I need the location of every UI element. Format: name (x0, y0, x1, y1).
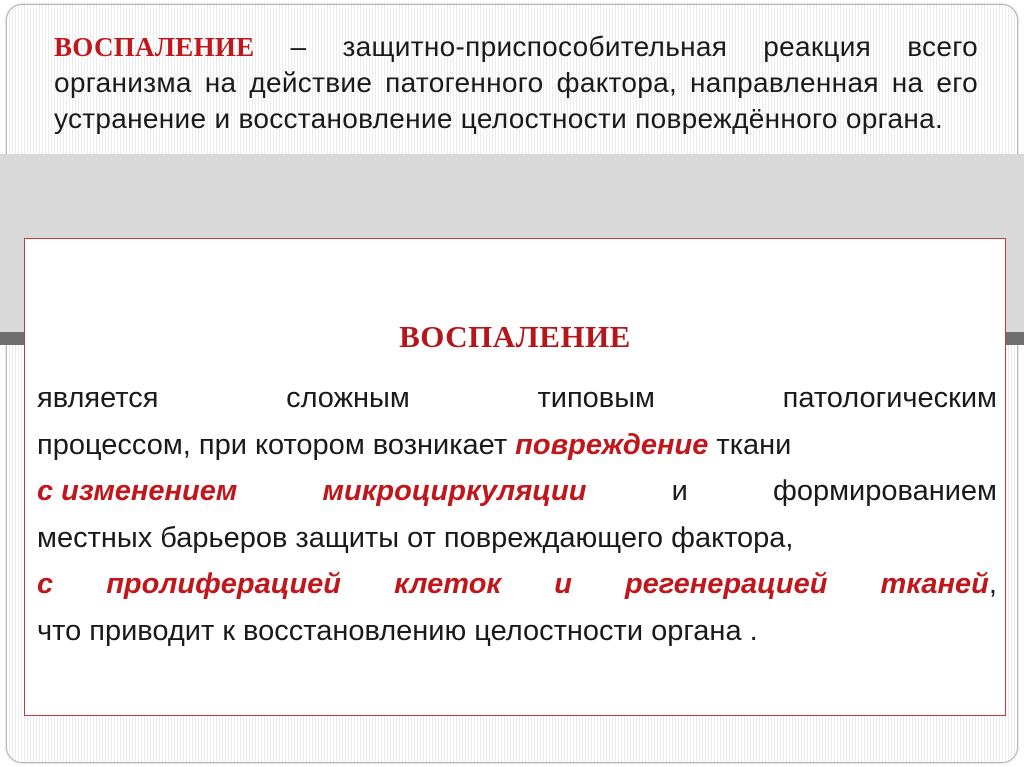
definition-text: – защитно-приспособительная реакция всего организма на действие патогенного фактора, направленная на его устранение и восстановление целостности повреждённого органа. (54, 31, 978, 134)
highlight-and: и (554, 568, 572, 600)
highlight-regeneration: регенерацией (624, 568, 828, 600)
highlight-proliferation: пролиферацией (106, 568, 342, 600)
red-bordered-box (24, 238, 1006, 716)
highlight-word: с (37, 568, 54, 600)
word: типовым (537, 382, 655, 414)
highlight-tissues: тканей (880, 568, 989, 600)
word: сложным (286, 382, 410, 414)
text-fragment: местных барьеров защиты от повреждающего фактора, (37, 521, 794, 554)
definition-term: ВОСПАЛЕНИЕ (54, 32, 255, 62)
word: является (37, 382, 159, 414)
highlight-with-change: с изменением (37, 475, 238, 507)
text-line (37, 375, 997, 422)
text-fragment (37, 422, 791, 469)
box-paragraph (37, 375, 997, 654)
text-line (37, 561, 997, 608)
text-fragment: что приводит к восстановлению целостности органа . (37, 614, 758, 647)
highlight-cells: клеток (394, 568, 502, 600)
highlight-microcirculation: микроциркуляции (322, 475, 587, 507)
box-title: ВОСПАЛЕНИЕ (399, 319, 631, 354)
text-fragment-plain: процессом, при котором возникает (37, 428, 516, 461)
highlight-tissues-group (881, 561, 997, 608)
word: и (671, 475, 688, 507)
text-line (37, 422, 997, 469)
left-side-tab (0, 332, 24, 345)
text-fragment-plain: ткани (708, 428, 792, 461)
text-line (37, 608, 997, 655)
text-line (37, 468, 997, 515)
word: патологическим (782, 382, 997, 414)
definition-paragraph (54, 29, 978, 137)
right-side-tab (1004, 332, 1024, 345)
highlight-damage: повреждение (515, 428, 709, 461)
comma: , (988, 568, 997, 600)
word: формированием (773, 475, 997, 507)
text-line (37, 515, 997, 562)
